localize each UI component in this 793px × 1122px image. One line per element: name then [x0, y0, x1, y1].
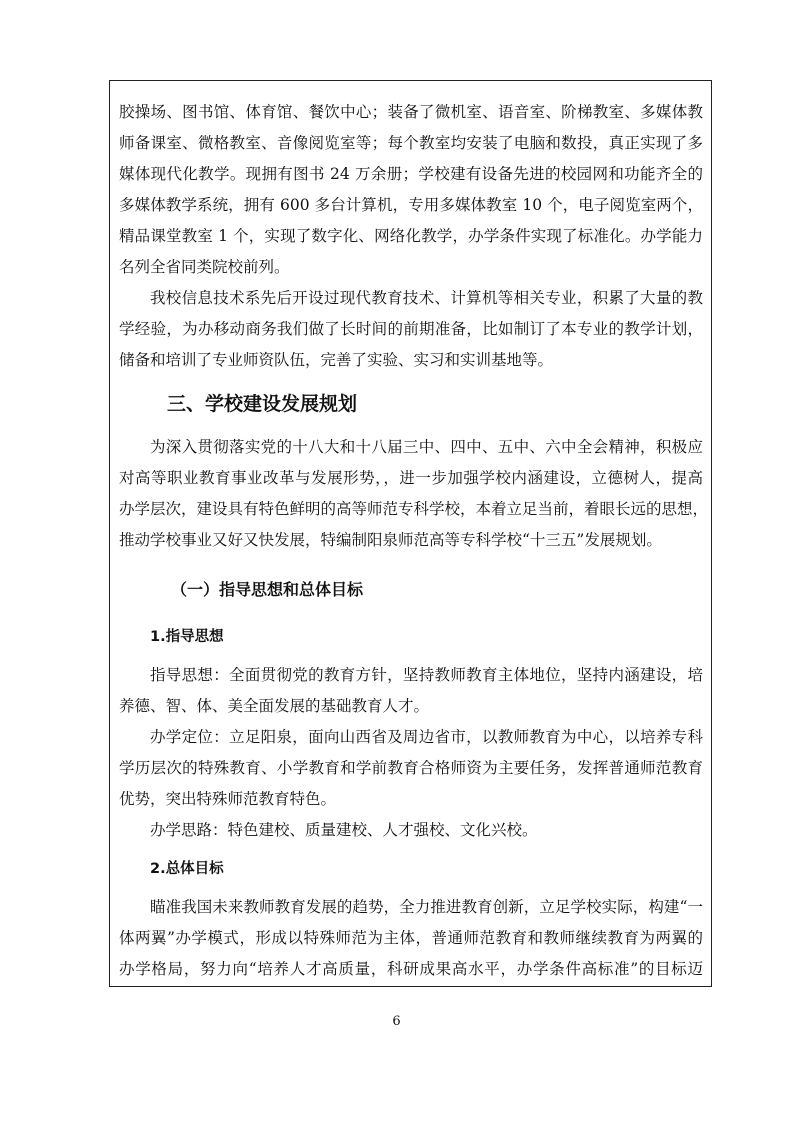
- paragraph-line: 办学格局，努力向“培养人才高质量，科研成果高水平，办学条件高标准”的目标迈: [119, 960, 703, 978]
- bordered-text-box: [109, 80, 712, 987]
- section-heading: 三、学校建设发展规划: [167, 393, 358, 415]
- paragraph-line: 办学定位：立足阳泉，面向山西省及周边省市，以教师教育为中心，以培养专科: [150, 728, 703, 746]
- paragraph-line: 名列全省同类院校前列。: [119, 258, 290, 276]
- paragraph-line: 媒体现代化教学。现拥有图书 24 万余册；学校建有设备先进的校园网和功能齐全的: [119, 165, 703, 183]
- paragraph-line: 胶操场、图书馆、体育馆、餐饮中心；装备了微机室、语音室、阶梯教室、多媒体教: [119, 103, 703, 121]
- subsection-heading: （一）指导思想和总体目标: [171, 580, 364, 599]
- paragraph-line: 对高等职业教育事业改革与发展形势，，进一步加强学校内涵建设，立德树人，提高: [119, 469, 703, 487]
- paragraph-line: 师备课室、微格教室、音像阅览室等；每个教室均安装了电脑和数投，真正实现了多: [119, 134, 703, 152]
- paragraph-line: 我校信息技术系先后开设过现代教育技术、计算机等相关专业，积累了大量的教: [150, 289, 703, 307]
- paragraph-line: 推动学校事业又好又快发展，特编制阳泉师范高等专科学校“十三五”发展规划。: [119, 531, 662, 549]
- paragraph-line: 精品课堂教室 1 个，实现了数字化、网络化教学，办学条件实现了标准化。办学能力: [119, 227, 703, 245]
- item-heading: 2.总体目标: [150, 861, 224, 877]
- paragraph-line: 办学思路：特色建校、质量建校、人才强校、文化兴校。: [150, 821, 538, 839]
- paragraph-line: 办学层次，建设具有特色鲜明的高等师范专科学校，本着立足当前，着眼长远的思想，: [119, 500, 709, 518]
- paragraph-line: 学经验，为办移动商务我们做了长时间的前期准备，比如制订了本专业的教学计划，: [119, 320, 703, 338]
- paragraph-line: 优势，突出特殊师范教育特色。: [119, 790, 337, 808]
- page-number: 6: [392, 1014, 401, 1029]
- document-body: [119, 97, 709, 985]
- paragraph-line: 多媒体教学系统，拥有 600 多台计算机，专用多媒体教室 10 个，电子阅览室两个，: [119, 196, 703, 214]
- paragraph-line: 学历层次的特殊教育、小学教育和学前教育合格师资为主要任务，发挥普通师范教育: [119, 759, 703, 777]
- item-heading: 1.指导思想: [150, 629, 224, 645]
- paragraph-line: 指导思想：全面贯彻党的教育方针，坚持教师教育主体地位，坚持内涵建设，培: [150, 666, 703, 684]
- paragraph-line: 养德、智、体、美全面发展的基础教育人才。: [119, 697, 430, 715]
- paragraph-line: 为深入贯彻落实党的十八大和十八届三中、四中、五中、六中全会精神，积极应: [150, 438, 703, 456]
- paragraph-line: 瞄准我国未来教师教育发展的趋势，全力推进教育创新，立足学校实际，构建“一: [150, 898, 703, 916]
- paragraph-line: 储备和培训了专业师资队伍，完善了实验、实习和实训基地等。: [119, 351, 554, 369]
- paragraph-line: 体两翼”办学模式，形成以特殊师范为主体，普通师范教育和教师继续教育为两翼的: [119, 929, 703, 947]
